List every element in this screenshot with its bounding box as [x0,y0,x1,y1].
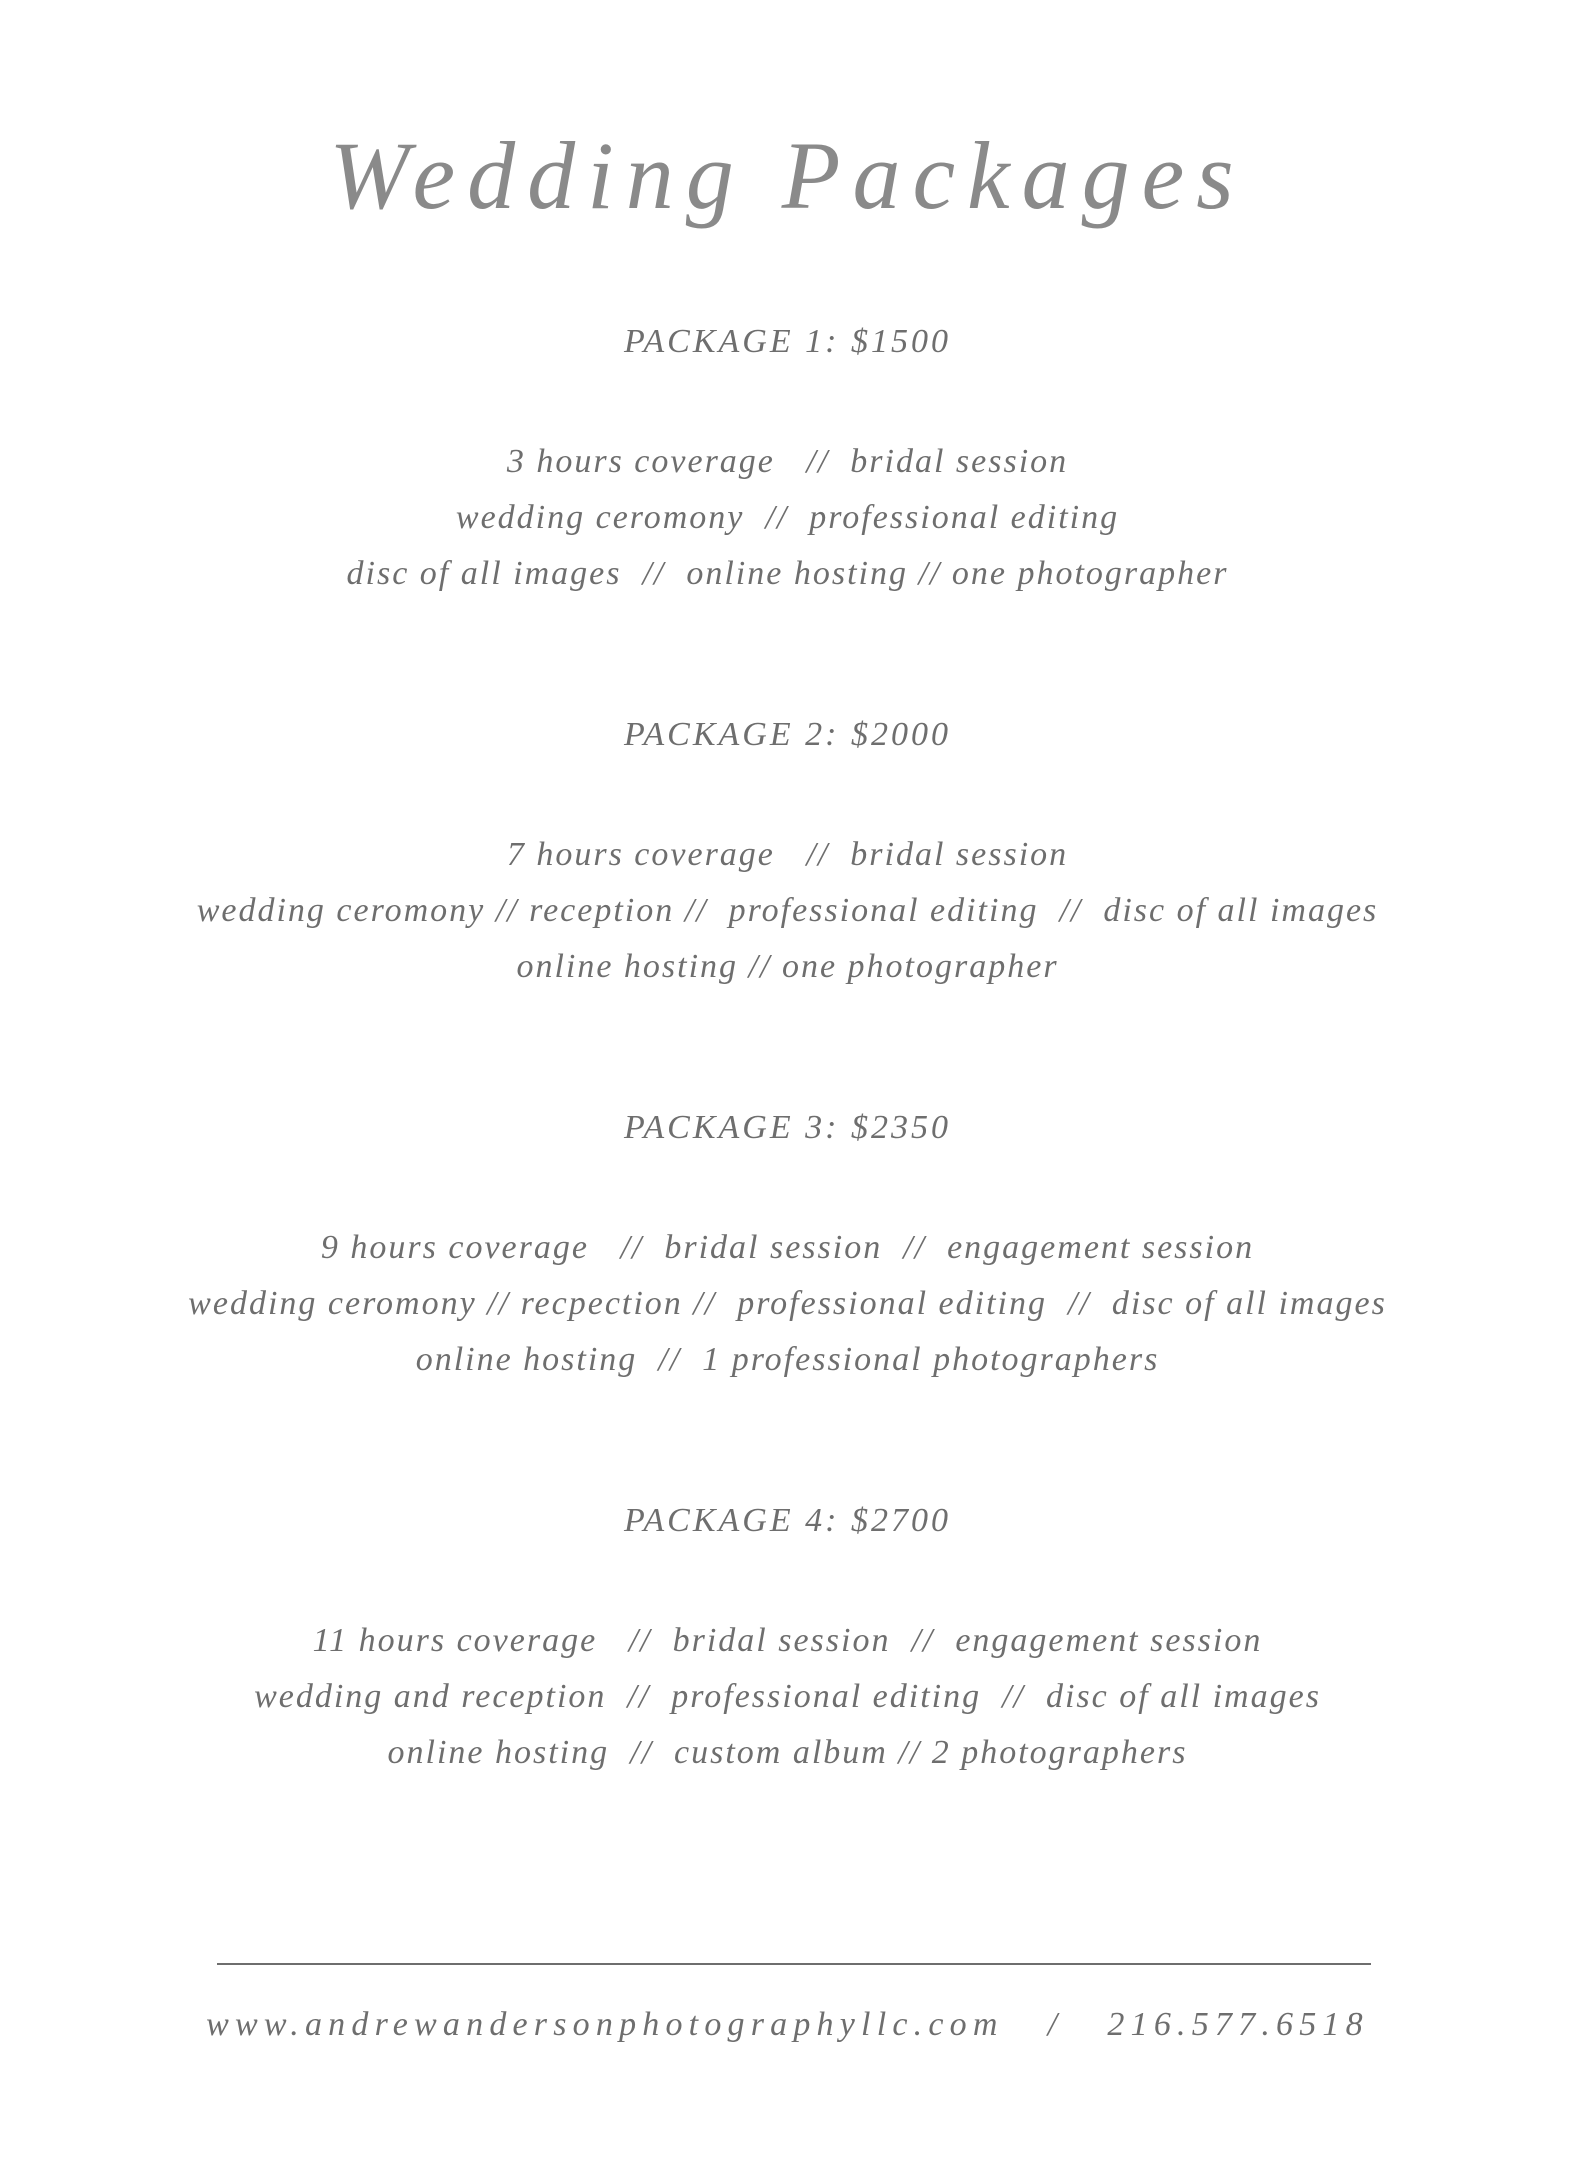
package-features [0,827,1575,995]
package-feature-line: wedding ceromony // professional editing [455,499,1120,536]
page-title: Wedding Packages [329,122,1246,229]
footer-contact: www.andrewandersonphotographyllc.com / 216.577.6518 [206,2006,1369,2043]
package-3 [0,1108,1575,1388]
package-feature-line: wedding ceromony // recpection // professional editing // disc of all images [188,1285,1387,1322]
package-features [0,1220,1575,1388]
package-features [0,1613,1575,1781]
package-1 [0,322,1575,602]
package-feature-line: online hosting // one photographer [516,948,1059,985]
footer-divider [217,1963,1371,1965]
package-4 [0,1501,1575,1781]
package-feature-line: disc of all images // online hosting // one photographer [346,555,1229,592]
package-feature-line: online hosting // custom album // 2 photographers [387,1734,1188,1771]
package-heading: PACKAGE 2: $2000 [624,716,951,753]
package-feature-line: wedding ceromony // reception // professional editing // disc of all images [196,892,1379,929]
package-2 [0,715,1575,995]
package-feature-line: 11 hours coverage // bridal session // engagement session [312,1622,1263,1659]
package-feature-line: wedding and reception // professional editing // disc of all images [254,1678,1321,1715]
package-feature-line: 7 hours coverage // bridal session [506,836,1069,873]
package-features [0,434,1575,602]
package-heading: PACKAGE 1: $1500 [624,323,951,360]
package-heading: PACKAGE 3: $2350 [624,1109,951,1146]
package-feature-line: 9 hours coverage // bridal session // engagement session [320,1229,1255,1266]
package-feature-line: 3 hours coverage // bridal session [506,443,1069,480]
package-heading: PACKAGE 4: $2700 [624,1502,951,1539]
package-feature-line: online hosting // 1 professional photographers [415,1341,1160,1378]
